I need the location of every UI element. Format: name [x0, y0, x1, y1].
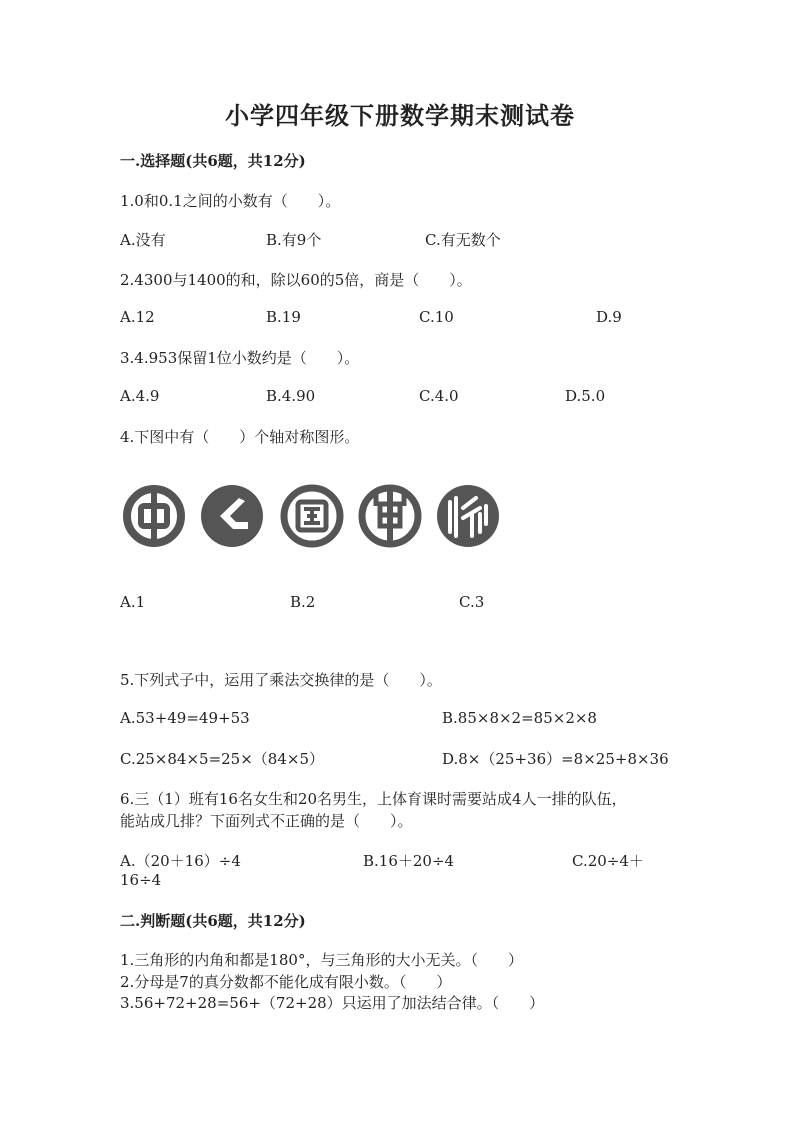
question-2-option-b: B.19	[266, 308, 301, 326]
question-1-option-b: B.有9个	[266, 231, 322, 249]
question-1-stem: 1.0和0.1之间的小数有（ ）。	[120, 192, 341, 210]
merchants-bank-logo-icon	[436, 484, 500, 548]
question-2-option-c: C.10	[419, 308, 454, 326]
question-6-stem-line2: 能站成几排？下面列式不正确的是（ ）。	[120, 812, 413, 830]
question-2-option-a: A.12	[120, 308, 155, 326]
question-6-option-b: B.16＋20÷4	[363, 852, 455, 870]
question-6-option-a: A.（20＋16）÷4	[120, 852, 241, 870]
judgement-item-1: 1.三角形的内角和都是180°，与三角形的大小无关。（ ）	[120, 951, 523, 969]
bank-of-china-logo-icon	[122, 484, 186, 548]
question-6-option-c-wrap: 16÷4	[120, 871, 162, 889]
question-6-option-c: C.20÷4＋	[572, 852, 644, 870]
agricultural-bank-logo-icon	[358, 484, 422, 548]
question-3-option-a: A.4.9	[120, 387, 160, 405]
question-2-stem: 2.4300与1400的和，除以60的5倍，商是（ ）。	[120, 271, 472, 289]
judgement-item-2: 2.分母是7的真分数都不能化成有限小数。（ ）	[120, 973, 452, 991]
question-5-option-c: C.25×84×5=25×（84×5）	[120, 750, 324, 768]
question-4-stem: 4.下图中有（ ）个轴对称图形。	[120, 428, 360, 446]
question-2-option-d: D.9	[596, 308, 622, 326]
bank-logo-figure	[122, 484, 502, 548]
question-3-option-d: D.5.0	[565, 387, 606, 405]
construction-bank-logo-icon	[200, 484, 264, 548]
question-4-option-a: A.1	[120, 593, 146, 611]
question-4-option-b: B.2	[290, 593, 316, 611]
judgement-item-3: 3.56+72+28=56+（72+28）只运用了加法结合律。（ ）	[120, 994, 545, 1012]
question-5-option-a: A.53+49=49+53	[120, 709, 250, 727]
question-5-option-d: D.8×（25+36）=8×25+8×36	[442, 750, 669, 768]
section-heading-judgement: 二.判断题(共6题，共12分)	[120, 912, 306, 930]
question-1-option-c: C.有无数个	[425, 231, 501, 249]
question-3-option-c: C.4.0	[419, 387, 459, 405]
question-1-option-a: A.没有	[120, 231, 166, 249]
question-5-option-b: B.85×8×2=85×2×8	[442, 709, 597, 727]
question-6-stem-line1: 6.三（1）班有16名女生和20名男生，上体育课时需要站成4人一排的队伍，	[120, 790, 627, 808]
page-title: 小学四年级下册数学期末测试卷	[225, 101, 575, 130]
question-5-stem: 5.下列式子中，运用了乘法交换律的是（ ）。	[120, 671, 442, 689]
question-3-stem: 3.4.953保留1位小数约是（ ）。	[120, 349, 360, 367]
question-3-option-b: B.4.90	[266, 387, 316, 405]
icbc-logo-icon	[280, 484, 344, 548]
question-4-option-c: C.3	[459, 593, 485, 611]
section-heading-choice: 一.选择题(共6题，共12分)	[120, 152, 306, 170]
